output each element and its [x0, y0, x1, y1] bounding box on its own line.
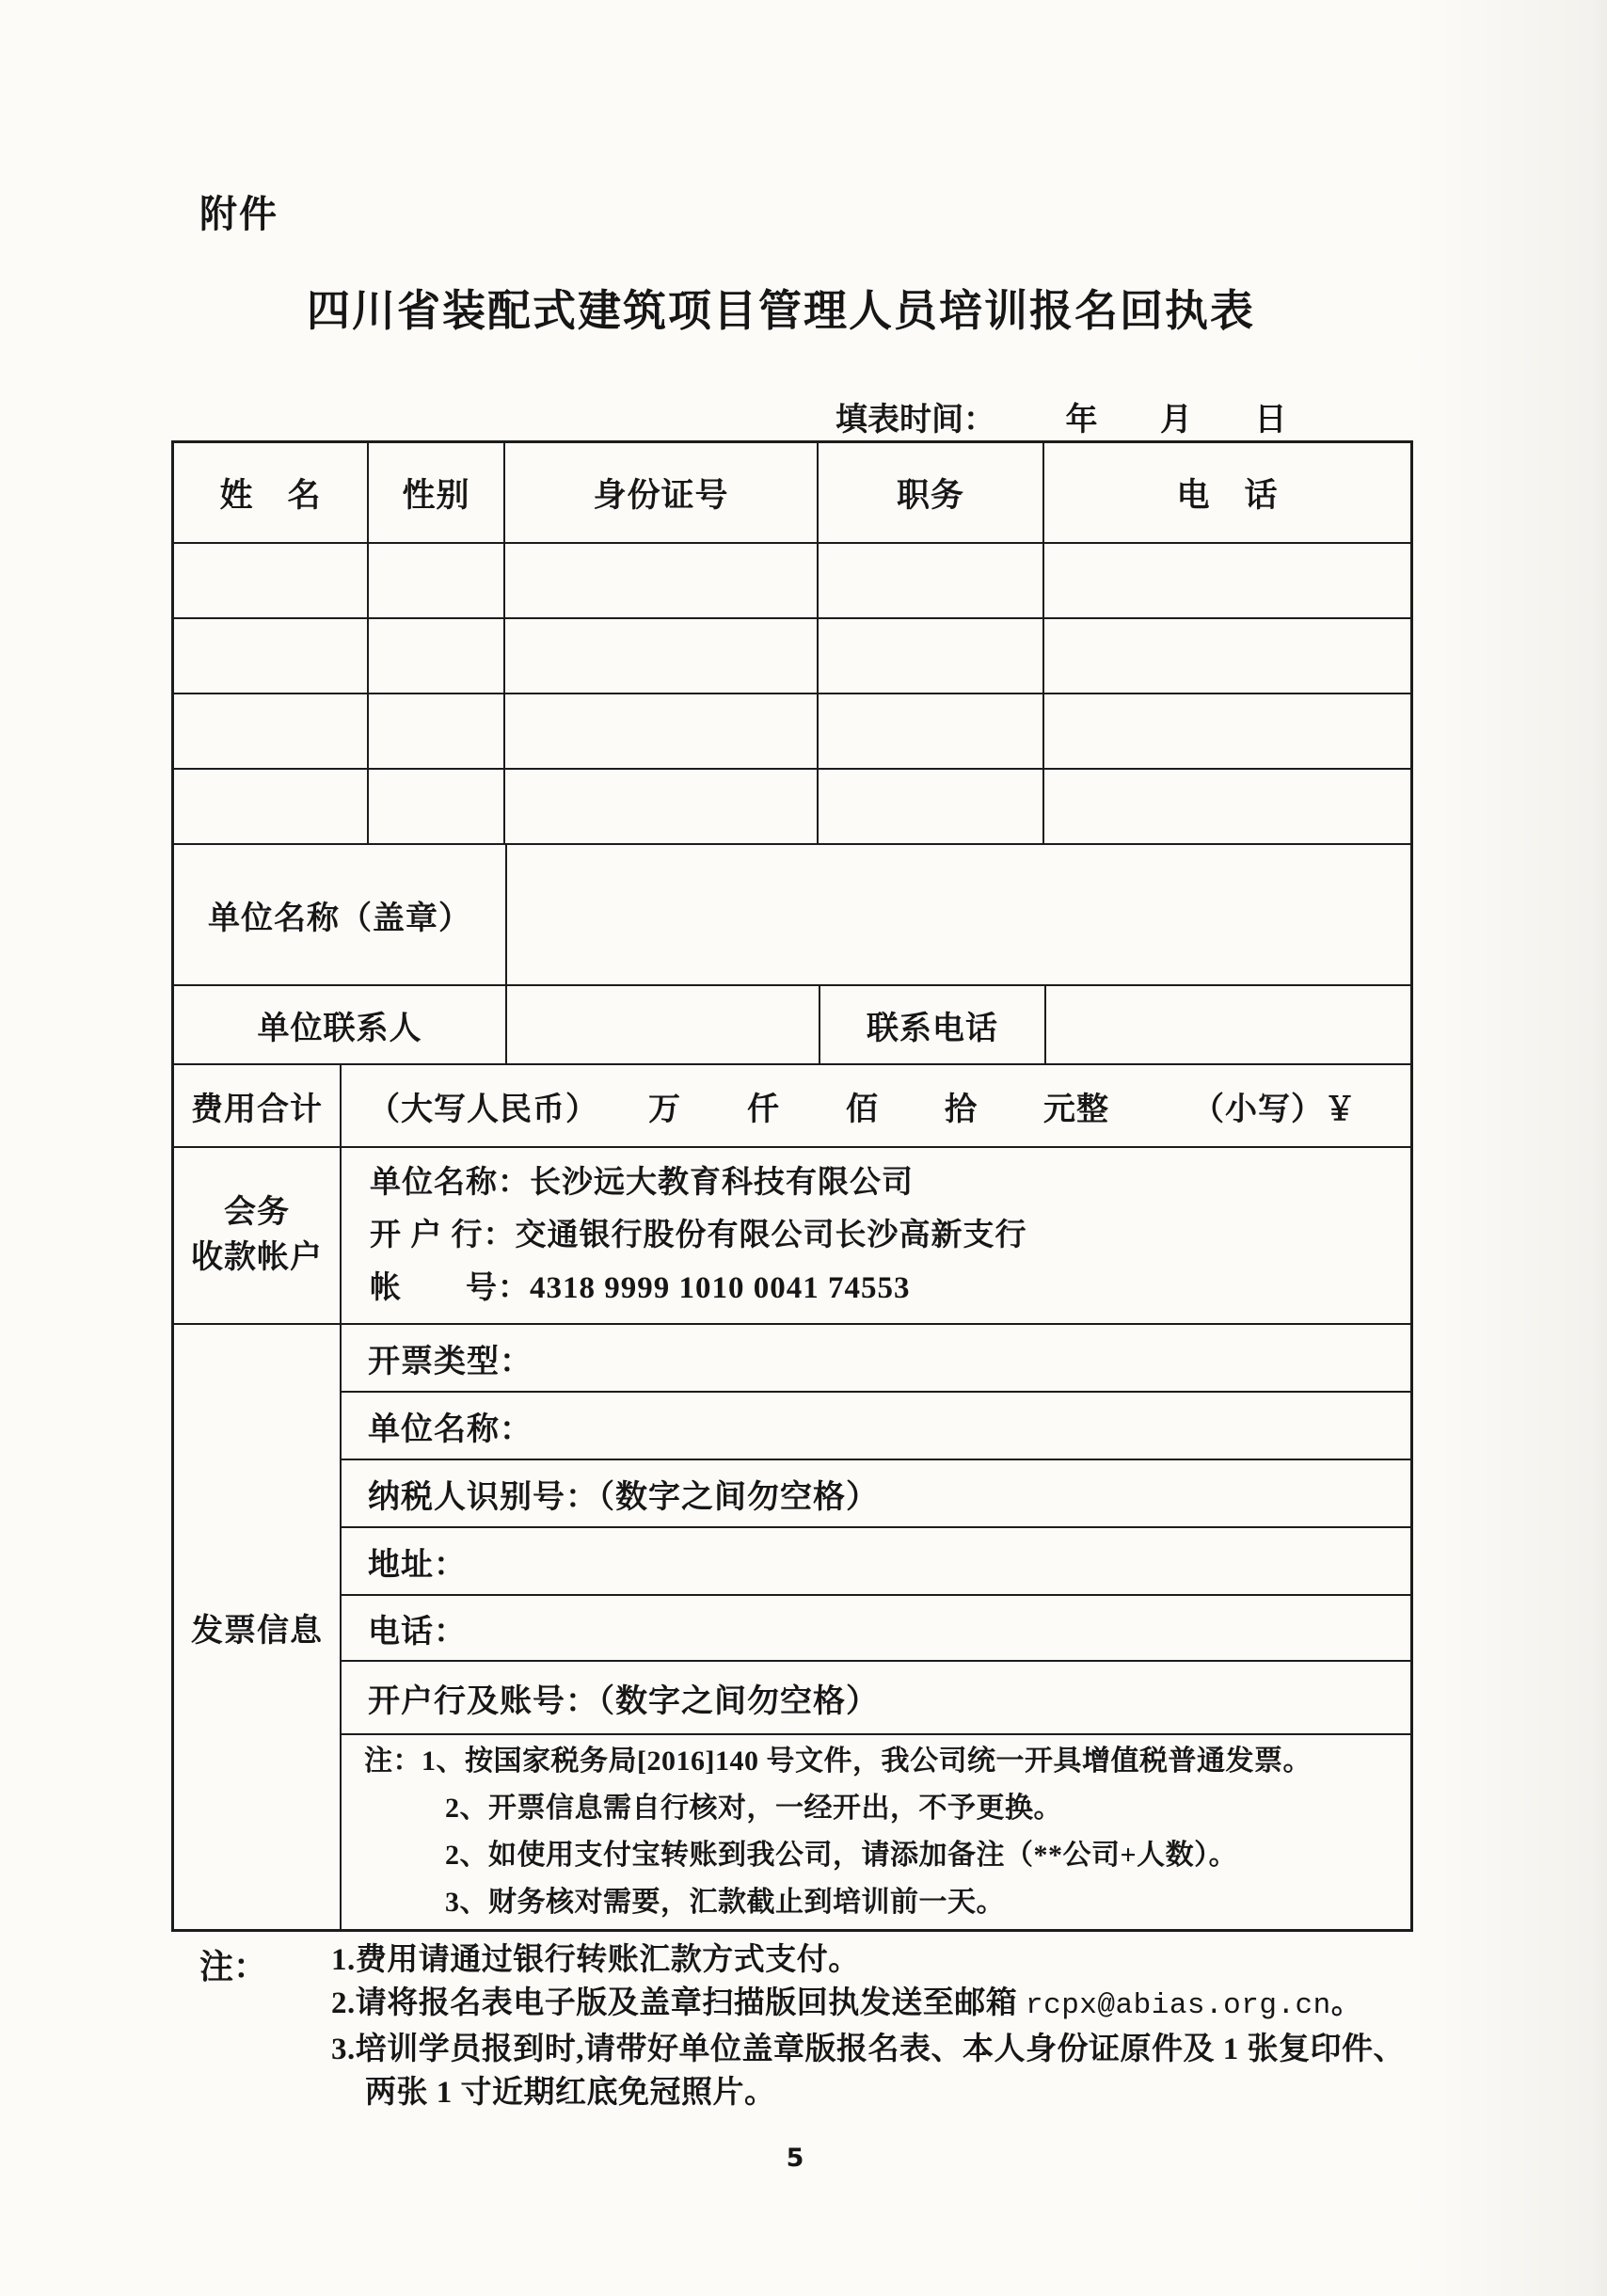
roster-empty-cell — [1042, 694, 1410, 768]
roster-empty-cell — [1042, 544, 1410, 617]
account-bank-name: 开 户 行：交通银行股份有限公司长沙高新支行 — [370, 1219, 1027, 1252]
page-number: 5 — [786, 2144, 804, 2173]
roster-empty-cell — [174, 770, 367, 843]
roster-empty-cell — [367, 770, 503, 843]
attachment-label: 附件 — [199, 193, 278, 235]
account-company-name: 单位名称：长沙远大教育科技有限公司 — [370, 1166, 914, 1200]
footer-note-1: 1.费用请通过银行转账汇款方式支付。 — [331, 1943, 860, 1977]
footer-note-3: 3.培训学员报到时,请带好单位盖章版报名表、本人身份证原件及 1 张复印件、两张 1 寸近期红底免冠照片。 — [331, 2033, 1405, 2110]
fill-date-day: 日 — [1254, 403, 1287, 438]
invoice-bank-account-row: 开户行及账号：（数字之间勿空格） — [342, 1660, 1410, 1733]
unit-name-row — [174, 843, 1410, 984]
roster-empty-cell — [174, 694, 367, 768]
roster-empty-row — [174, 617, 1410, 693]
unit-contact-label: 单位联系人 — [257, 1011, 422, 1046]
roster-header-row — [174, 443, 1410, 542]
receiving-account-label-line2: 收款帐户 — [191, 1240, 323, 1275]
header-phone: 电 话 — [1042, 443, 1410, 542]
registration-table — [171, 440, 1413, 1932]
fee-total-label: 费用合计 — [191, 1092, 323, 1127]
footer-note-2-text: 2.请将报名表电子版及盖章扫描版回执发送至邮箱 — [331, 1986, 1026, 2020]
receiving-account-label-line1: 会务 — [224, 1195, 290, 1230]
invoice-info-rows — [340, 1325, 1410, 1929]
roster-empty-cell — [367, 544, 503, 617]
fill-date-label: 填表时间： — [835, 403, 995, 438]
footer-note-2 — [331, 1982, 1423, 2028]
roster-empty-cell — [503, 770, 817, 843]
footer-note-2-period: 。 — [1330, 1986, 1363, 2020]
invoice-taxpayer-id-row: 纳税人识别号：（数字之间勿空格） — [342, 1459, 1410, 1526]
invoice-type-row: 开票类型： — [368, 1344, 533, 1379]
header-position: 职务 — [817, 443, 1042, 542]
footer-notes — [331, 1938, 1423, 2114]
invoice-phone-row: 电话： — [342, 1594, 1410, 1660]
invoice-company-row: 单位名称： — [342, 1391, 1410, 1459]
fill-date-line — [835, 393, 1287, 439]
roster-empty-cell — [174, 619, 367, 693]
contact-phone-value-cell — [1044, 986, 1410, 1063]
roster-empty-cell — [367, 619, 503, 693]
invoice-note-4: 3、财务核对需要，汇款截止到培训前一天。 — [445, 1887, 1005, 1918]
header-gender: 性别 — [367, 443, 503, 542]
header-name: 姓 名 — [219, 476, 322, 514]
roster-empty-cell — [174, 544, 367, 617]
roster-empty-row — [174, 542, 1410, 617]
invoice-notes-block — [342, 1733, 1410, 1929]
roster-empty-cell — [503, 544, 817, 617]
roster-empty-row — [174, 693, 1410, 768]
roster-empty-cell — [817, 619, 1042, 693]
unit-contact-value-cell — [505, 986, 819, 1063]
roster-empty-row — [174, 768, 1410, 843]
contact-phone-label: 联系电话 — [819, 986, 1044, 1063]
roster-empty-cell — [1042, 619, 1410, 693]
invoice-note-3: 2、如使用支付宝转账到我公司，请添加备注（**公司+人数）。 — [445, 1840, 1238, 1871]
fee-total-row — [174, 1063, 1410, 1146]
fill-date-year: 年 — [1065, 403, 1098, 438]
roster-empty-cell — [817, 694, 1042, 768]
fill-date-month: 月 — [1160, 403, 1192, 438]
receiving-account-label — [174, 1148, 340, 1323]
roster-empty-cell — [367, 694, 503, 768]
invoice-info-label: 发票信息 — [191, 1613, 323, 1649]
invoice-info-section — [174, 1323, 1410, 1929]
roster-empty-cell — [817, 544, 1042, 617]
footer-notes-label: 注： — [199, 1948, 268, 1985]
unit-name-value-cell — [505, 845, 1410, 984]
invoice-note-1: 注：1、按国家税务局[2016]140 号文件，我公司统一开具增值税普通发票。 — [364, 1746, 1312, 1777]
footer-note-2-email: rcpx@abias.org.cn — [1026, 1989, 1331, 2022]
fee-total-content: （大写人民币） 万 仟 佰 拾 元整 （小写）￥ — [340, 1065, 1410, 1146]
unit-name-label: 单位名称（盖章） — [208, 901, 471, 936]
invoice-address-row: 地址： — [342, 1526, 1410, 1594]
roster-empty-cell — [503, 694, 817, 768]
header-id-number: 身份证号 — [503, 443, 817, 542]
roster-empty-cell — [503, 619, 817, 693]
unit-contact-row — [174, 984, 1410, 1063]
roster-empty-cell — [817, 770, 1042, 843]
receiving-account-row — [174, 1146, 1410, 1323]
roster-empty-cell — [1042, 770, 1410, 843]
invoice-note-2: 2、开票信息需自行核对，一经开出，不予更换。 — [445, 1793, 1062, 1824]
page-title: 四川省装配式建筑项目管理人员培训报名回执表 — [307, 287, 1255, 335]
receiving-account-details — [340, 1148, 1410, 1323]
account-number: 帐 号：4318 9999 1010 0041 74553 — [370, 1271, 911, 1305]
